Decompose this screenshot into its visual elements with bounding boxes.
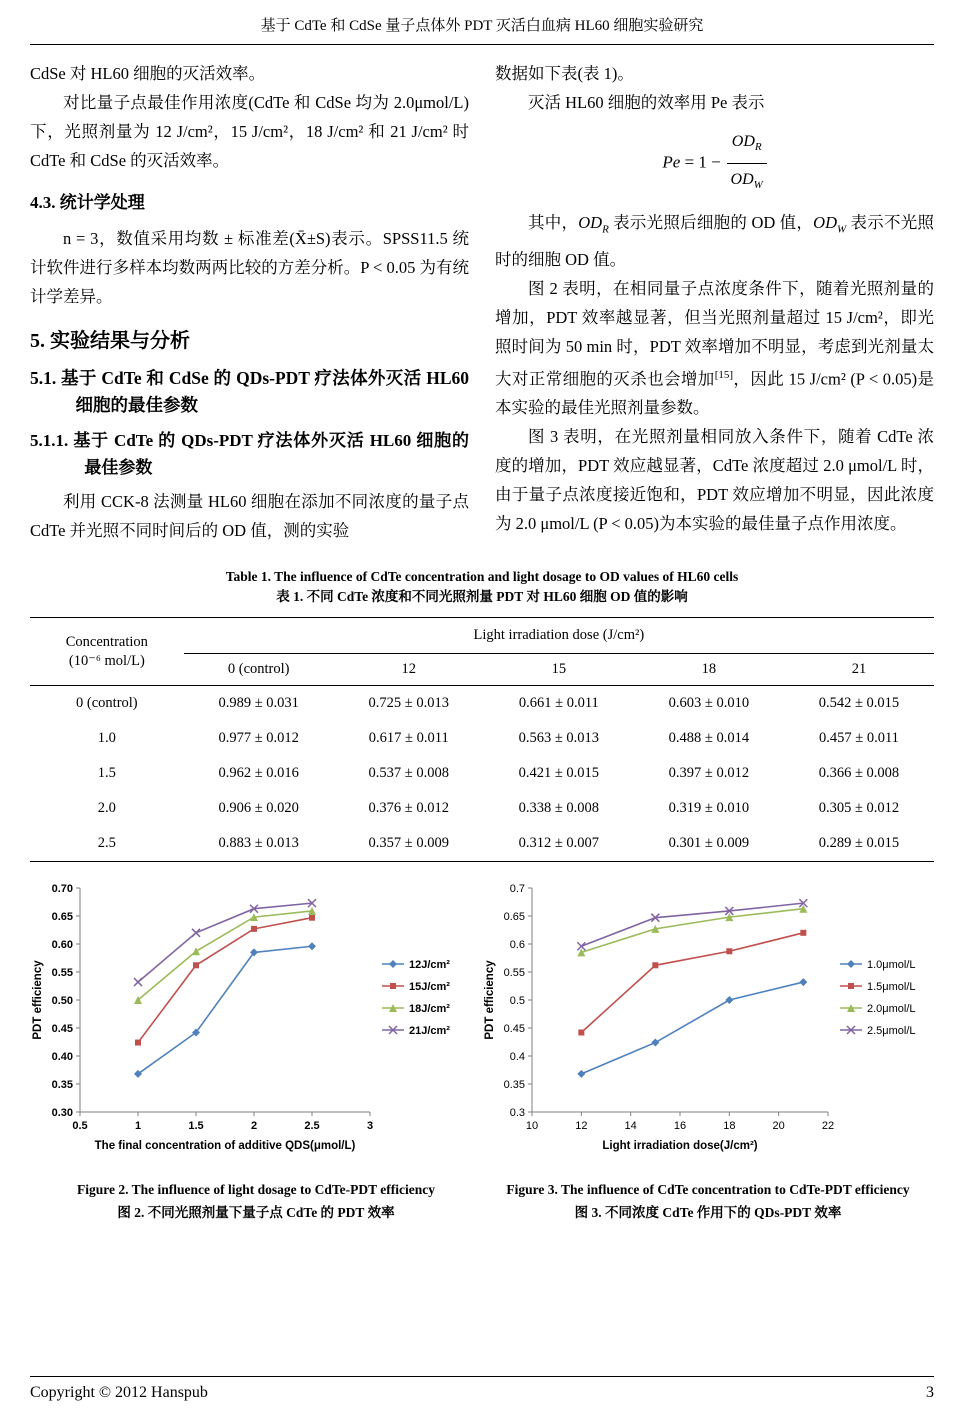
od-value-cell: 0.883 ± 0.013	[218, 835, 299, 851]
figure3-chart	[482, 876, 934, 1176]
dose-col-header: 12	[334, 654, 484, 686]
formula-pe-symbol: Pe	[662, 152, 681, 172]
x-tick-label: 18	[723, 1120, 736, 1132]
figure3-caption-zh: 图 3. 不同浓度 CdTe 作用下的 QDs-PDT 效率	[574, 1205, 842, 1220]
body-columns	[30, 59, 934, 545]
table1-section	[30, 567, 934, 862]
x-tick-label: 12	[575, 1120, 588, 1132]
legend-label: 21J/cm²	[409, 1025, 450, 1037]
y-tick-label: 0.40	[51, 1051, 73, 1063]
od-value-cell: 0.457 ± 0.011	[819, 730, 899, 746]
legend-label: 2.5μmol/L	[867, 1025, 916, 1037]
diamond-marker	[725, 996, 733, 1004]
square-marker	[193, 962, 199, 968]
page-header	[30, 10, 934, 45]
od-value-cell: 0.537 ± 0.008	[368, 765, 449, 781]
formula-numerator: $OD_R$	[727, 127, 767, 164]
x-tick-label: 2	[250, 1120, 258, 1132]
y-tick-label: 0.35	[503, 1079, 525, 1091]
square-marker	[135, 1040, 141, 1046]
series-line	[581, 982, 803, 1074]
x-tick-label: 1.5	[188, 1120, 204, 1132]
series-line	[581, 933, 803, 1033]
y-axis-label: PDT efficiency	[32, 960, 44, 1040]
y-tick-label: 0.45	[51, 1023, 73, 1035]
x-tick-label: 3	[366, 1120, 374, 1132]
od-value-cell: 0.421 ± 0.015	[518, 765, 600, 781]
y-tick-label: 0.6	[509, 939, 525, 951]
running-title: 基于 CdTe 和 CdSe 量子点体外 PDT 灭活白血病 HL60 细胞实验研究	[260, 18, 704, 34]
concentration-cell: 2.0	[97, 800, 116, 816]
square-marker	[390, 983, 396, 989]
paragraph-pe-intro: 灭活 HL60 细胞的效率用 Pe 表示	[528, 93, 765, 112]
y-axis-label: PDT efficiency	[484, 960, 496, 1040]
formula-denominator: $OD_W$	[730, 171, 763, 192]
od-value-cell: 0.962 ± 0.016	[218, 765, 299, 781]
table1	[30, 617, 934, 862]
x-tick-label: 14	[624, 1120, 637, 1132]
x-axis-label: The final concentration of additive QDS(μmol/L)	[94, 1140, 356, 1152]
figure2-caption-zh: 图 2. 不同光照剂量下量子点 CdTe 的 PDT 效率	[117, 1205, 395, 1220]
series-line	[138, 911, 312, 1000]
od-value-cell: 0.357 ± 0.009	[368, 835, 449, 851]
od-value-cell: 0.603 ± 0.010	[668, 695, 750, 711]
figure3-caption-en: Figure 3. The influence of CdTe concentration to CdTe-PDT efficiency	[506, 1182, 910, 1197]
dose-group-header: Light irradiation dose (J/cm²)	[184, 618, 934, 654]
x-axis-label: Light irradiation dose(J/cm²)	[602, 1140, 758, 1152]
legend-label: 1.5μmol/L	[867, 981, 916, 993]
figure2-chart	[30, 876, 482, 1176]
y-tick-label: 0.55	[51, 967, 73, 979]
square-marker	[800, 930, 806, 936]
y-tick-label: 0.3	[509, 1107, 525, 1119]
diamond-marker	[308, 942, 316, 950]
x-tick-label: 16	[673, 1120, 687, 1132]
diamond-marker	[389, 960, 397, 968]
od-value-cell: 0.617 ± 0.011	[368, 730, 449, 746]
figures-row	[30, 876, 934, 1222]
concentration-cell: 1.0	[97, 730, 116, 746]
concentration-cell: 0 (control)	[76, 695, 138, 711]
table-row	[30, 756, 934, 791]
triangle-marker	[192, 947, 200, 955]
table-row	[30, 791, 934, 826]
y-tick-label: 0.60	[51, 939, 73, 951]
figure2	[30, 876, 482, 1222]
od-value-cell: 0.312 ± 0.007	[518, 835, 600, 851]
od-value-cell: 0.376 ± 0.012	[368, 800, 449, 816]
line-chart	[482, 876, 934, 1176]
series-line	[138, 946, 312, 1074]
page-number: 3	[926, 1384, 934, 1401]
y-tick-label: 0.65	[51, 911, 73, 923]
x-tick-label: 0.5	[72, 1120, 88, 1132]
legend-label: 2.0μmol/L	[867, 1003, 916, 1015]
table-row	[30, 686, 934, 722]
series-line	[138, 918, 312, 1043]
formula-equals: = 1 −	[680, 152, 721, 172]
diamond-marker	[799, 978, 807, 986]
od-value-cell: 0.289 ± 0.015	[818, 835, 900, 851]
section-heading-5-1: 5.1. 基于 CdTe 和 CdSe 的 QDs-PDT 疗法体外灭活 HL60 细胞的最佳参数	[30, 368, 469, 415]
od-value-cell: 0.301 ± 0.009	[668, 835, 750, 851]
od-value-cell: 0.397 ± 0.012	[668, 765, 750, 781]
section-heading-5: 5. 实验结果与分析	[30, 330, 190, 352]
right-column	[495, 59, 934, 545]
table-body	[30, 686, 934, 862]
dose-col-header: 0 (control)	[184, 654, 334, 686]
concentration-cell: 2.5	[97, 835, 116, 851]
legend-label: 15J/cm²	[409, 981, 450, 993]
legend-label: 12J/cm²	[409, 959, 450, 971]
od-value-cell: 0.542 ± 0.015	[818, 695, 900, 711]
od-value-cell: 0.488 ± 0.014	[668, 730, 750, 746]
paragraph-cck8: 利用 CCK-8 法测量 HL60 细胞在添加不同浓度的量子点 CdTe 并光照不同时间后的 OD 值，测的实验	[30, 492, 469, 540]
od-value-cell: 0.319 ± 0.010	[668, 800, 750, 816]
table-row	[30, 826, 934, 862]
od-value-cell: 0.338 ± 0.008	[518, 800, 600, 816]
y-tick-label: 0.30	[51, 1107, 73, 1119]
paragraph-figure3-analysis: 图 3 表明，在光照剂量相同放入条件下，随着 CdTe 浓度的增加，PDT 效应越显著，CdTe 浓度超过 2.0 μmol/L 时，由于量子点浓度接近饱和，PDT 效应增加不明显，因此浓度为 2.0 μmol/L (P < 0.05)为本实验的最佳量子点作用浓度。	[495, 427, 934, 534]
dose-col-header: 21	[784, 654, 934, 686]
paragraph-table-ref: 数据如下表(表 1)。	[495, 64, 634, 83]
section-heading-5-1-1: 5.1.1. 基于 CdTe 的 QDs-PDT 疗法体外灭活 HL60 细胞的最佳参数	[30, 431, 469, 477]
square-marker	[652, 962, 658, 968]
pe-formula	[495, 127, 934, 200]
concentration-cell: 1.5	[97, 765, 116, 781]
od-value-cell: 0.725 ± 0.013	[368, 695, 449, 711]
x-tick-label: 2.5	[304, 1120, 320, 1132]
square-marker	[726, 948, 732, 954]
left-column	[30, 59, 469, 545]
square-marker	[848, 983, 854, 989]
diamond-marker	[847, 960, 855, 968]
figure2-caption-en: Figure 2. The influence of light dosage to CdTe-PDT efficiency	[77, 1182, 435, 1197]
y-tick-label: 0.4	[509, 1051, 525, 1063]
paragraph-cdse-continuation: CdSe 对 HL60 细胞的灭活效率。	[30, 64, 266, 83]
section-heading-4-3: 4.3. 统计学处理	[30, 193, 145, 212]
series-line	[138, 903, 312, 982]
paragraph-figure2-analysis: 图 2 表明，在相同量子点浓度条件下，随着光照剂量的增加，PDT 效率越显著，但当光照剂量超过 15 J/cm²，即光照时间为 50 min 时，PDT 效率增加不明显，考虑到光剂量太大对正常细胞的灭杀也会增加[15]，因此 15 J/cm² (P < 0.05)是本实验的最佳光照剂量参数。	[495, 278, 935, 418]
od-value-cell: 0.563 ± 0.013	[518, 730, 600, 746]
page-footer	[30, 1376, 934, 1402]
legend-label: 18J/cm²	[409, 1003, 450, 1015]
line-chart	[30, 876, 482, 1176]
square-marker	[251, 926, 257, 932]
table-header-row-1	[30, 618, 934, 654]
od-value-cell: 0.305 ± 0.012	[818, 800, 900, 816]
citation-15: [15]	[714, 368, 734, 381]
dose-col-header: 15	[484, 654, 634, 686]
legend-label: 1.0μmol/L	[867, 959, 916, 971]
table1-caption-zh: 表 1. 不同 CdTe 浓度和不同光照剂量 PDT 对 HL60 细胞 OD 值的影响	[276, 589, 688, 604]
y-tick-label: 0.7	[509, 883, 525, 895]
copyright-text: Copyright © 2012 Hanspub	[30, 1384, 208, 1401]
od-value-cell: 0.366 ± 0.008	[818, 765, 900, 781]
x-tick-label: 1	[134, 1120, 142, 1132]
diamond-marker	[651, 1039, 659, 1047]
od-value-cell: 0.977 ± 0.012	[218, 730, 299, 746]
paragraph-od-definition: 其中，$OD_R$ 表示光照后细胞的 OD 值，$OD_W$ 表示不光照时的细胞 OD 值。	[495, 213, 935, 269]
table-row	[30, 721, 934, 756]
paragraph-statistics: n = 3，数值采用均数 ± 标准差(X̄±S)表示。SPSS11.5 统计软件进行多样本均数两两比较的方差分析。P < 0.05 为有统计学差异。	[30, 229, 469, 306]
square-marker	[578, 1029, 584, 1035]
od-value-cell: 0.989 ± 0.031	[218, 695, 299, 711]
y-tick-label: 0.55	[503, 967, 525, 979]
y-tick-label: 0.65	[503, 911, 525, 923]
y-tick-label: 0.45	[503, 1023, 525, 1035]
od-value-cell: 0.906 ± 0.020	[218, 800, 299, 816]
series-line	[581, 903, 803, 946]
x-tick-label: 20	[772, 1120, 785, 1132]
diamond-marker	[577, 1070, 585, 1078]
figure3	[482, 876, 934, 1222]
table1-caption-en: Table 1. The influence of CdTe concentration and light dosage to OD values of HL60 cells	[225, 569, 739, 584]
od-value-cell: 0.661 ± 0.011	[518, 695, 599, 711]
y-tick-label: 0.35	[51, 1079, 73, 1091]
x-tick-label: 10	[525, 1120, 539, 1132]
y-tick-label: 0.5	[509, 995, 525, 1007]
x-tick-label: 22	[821, 1120, 835, 1132]
paragraph-comparison: 对比量子点最佳作用浓度(CdTe 和 CdSe 均为 2.0μmol/L)下，光照剂量为 12 J/cm²，15 J/cm²，18 J/cm² 和 21 J/cm² 时 CdTe 和 CdSe 的灭活效率。	[30, 93, 469, 170]
formula-fraction	[727, 127, 767, 200]
dose-col-header: 18	[634, 654, 784, 686]
y-tick-label: 0.70	[51, 883, 73, 895]
square-marker	[309, 915, 315, 921]
concentration-header: Concentration (10⁻⁶ mol/L)	[30, 618, 184, 686]
series-line	[581, 909, 803, 953]
y-tick-label: 0.50	[51, 995, 73, 1007]
